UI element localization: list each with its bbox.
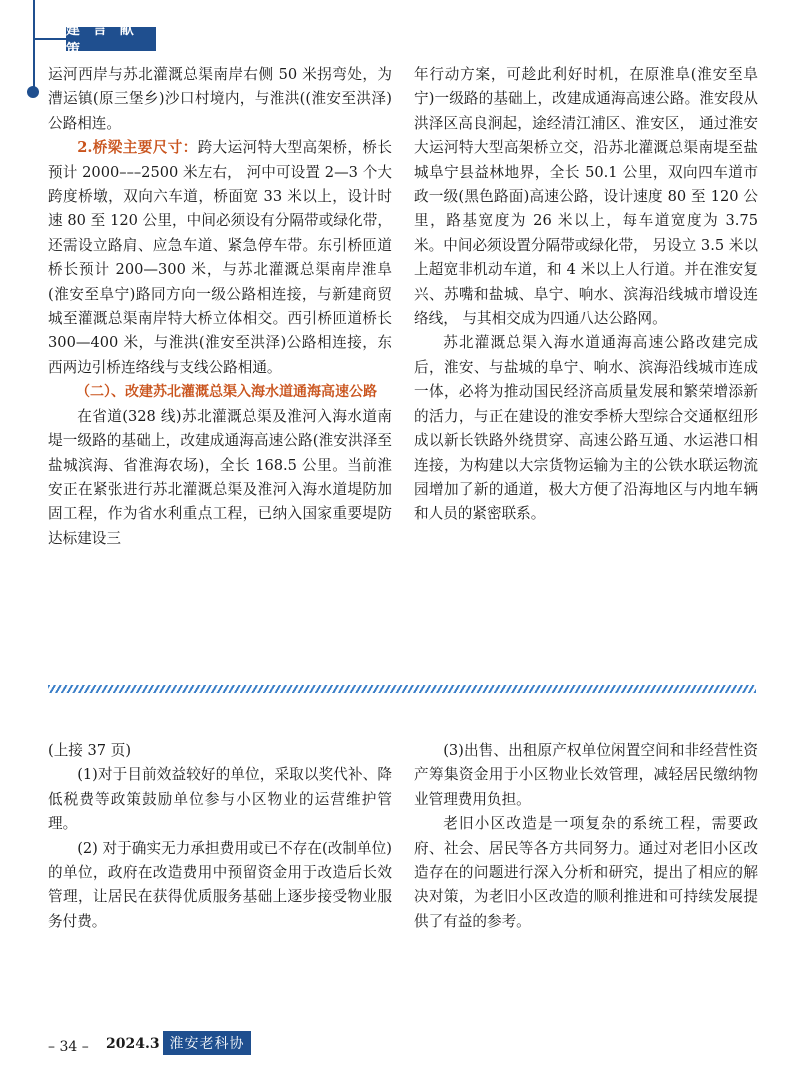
bridge-size-label: 2.桥梁主要尺寸： bbox=[77, 139, 198, 157]
bridge-size-text: 跨大运河特大型高架桥，桥长预计 2000–––2500 米左右， 河中可设置 2—3 个大跨度桥墩，双向六车道，桥面宽 33 米以上，设计时速 80 至 120 公里，中间必须设有分隔带或绿化带，还需设立路肩、应急车道、紧急停车带。东引桥匝道桥长预计 200—300 米，与苏北灌溉总渠南岸淮阜(淮安至阜宁)路同方向一级公路相连接，与新建商贸城至灌溉总渠南岸特大桥立体相交。西引桥匝道桥长 300—400 米，与淮洪(淮安至洪泽)公路相连接，东西两边引桥连络线与支线公路相通。 bbox=[48, 139, 392, 376]
paragraph: 在省道(328 线)苏北灌溉总渠及淮河入海水道南堤一级路的基础上，改建成通海高速公路(淮安洪泽至盐城滨海、省淮海农场)，全长 168.5 公里。当前淮安正在紧张进行苏北灌溉总渠及淮河入海水道堤防加固工程，作为省水利重点工程，已纳入国家重要堤防达标建设三 bbox=[48, 407, 392, 547]
paragraph: 老旧小区改造是一项复杂的系统工程，需要政府、社会、居民等各方共同努力。通过对老旧小区改造存在的问题进行深入分析和研究，提出了相应的解决对策，为老旧小区改造的顺利推进和可持续发展提供了有益的参考。 bbox=[414, 815, 758, 930]
section-divider bbox=[48, 685, 756, 693]
sub-heading: （二）、改建苏北灌溉总渠入海水道通海高速公路 bbox=[76, 384, 377, 401]
continued-column-left bbox=[48, 739, 392, 934]
continued-column-right bbox=[414, 739, 758, 934]
article-column-right bbox=[414, 63, 758, 527]
paragraph: (1)对于目前效益较好的单位，采取以奖代补、降低税费等政策鼓励单位参与小区物业的运营维护管理。 bbox=[48, 766, 392, 833]
header-vertical-rule bbox=[33, 0, 35, 92]
article-column-left bbox=[48, 63, 392, 551]
continuation-note: (上接 37 页) bbox=[48, 742, 132, 759]
paragraph: 运河西岸与苏北灌溉总渠南岸右侧 50 米拐弯处，为漕运镇(原三堡乡)沙口村境内，与淮洪((淮安至洪泽)公路相连。 bbox=[48, 66, 392, 132]
paragraph: 年行动方案，可趁此利好时机，在原淮阜(淮安至阜宁)一级路的基础上，改建成通海高速公路。淮安段从洪泽区高良涧起，途经清江浦区、淮安区， 通过淮安大运河特大型高架桥立交，沿苏北灌溉总渠南堤至盐城阜宁县益林地界，全长 50.1 公里，双向四车道市政一级(黑色路面)高速公路，设计速度 80 至 120 公里，路基宽度为 26 米以上，每车道宽度为 3.75 米。中间必须设置分隔带或绿化带， 另设立 3.5 米以上超宽非机动车道，和 4 米以上人行道。并在淮安复兴、苏嘴和盐城、阜宁、响水、滨海沿线城市增设连络线， 与其相交成为四通八达公路网。 bbox=[414, 66, 758, 328]
paragraph: 苏北灌溉总渠入海水道通海高速公路改建完成后，淮安、与盐城的阜宁、响水、滨海沿线城市连成一体，必将为推动国民经济高质量发展和繁荣增添新的活力，与正在建设的淮安季桥大型综合交通枢纽形成以新长铁路外绕贯穿、高速公路互通、水运港口相连接，为构建以大宗货物运输为主的公铁水联运物流园增加了新的通道，极大方便了沿海地区与内地车辆和人员的紧密联系。 bbox=[414, 334, 758, 523]
header-horizontal-rule bbox=[33, 38, 67, 40]
header-dot bbox=[27, 86, 39, 98]
paragraph bbox=[48, 136, 392, 380]
journal-name: 淮安老科协 bbox=[163, 1031, 251, 1055]
issue-label: 2024.3 bbox=[106, 1036, 160, 1052]
section-tag: 建 言 献 策 bbox=[66, 27, 156, 51]
page-number: – 34 – bbox=[48, 1039, 89, 1055]
paragraph: (2) 对于确实无力承担费用或已不存在(改制单位)的单位，政府在改造费用中预留资金用于改造后长效管理，让居民在获得优质服务基础上逐步接受物业服务付费。 bbox=[48, 839, 392, 930]
paragraph: (3)出售、出租原产权单位闲置空间和非经营性资产筹集资金用于小区物业长效管理，减轻居民缴纳物业管理费用负担。 bbox=[414, 742, 758, 808]
